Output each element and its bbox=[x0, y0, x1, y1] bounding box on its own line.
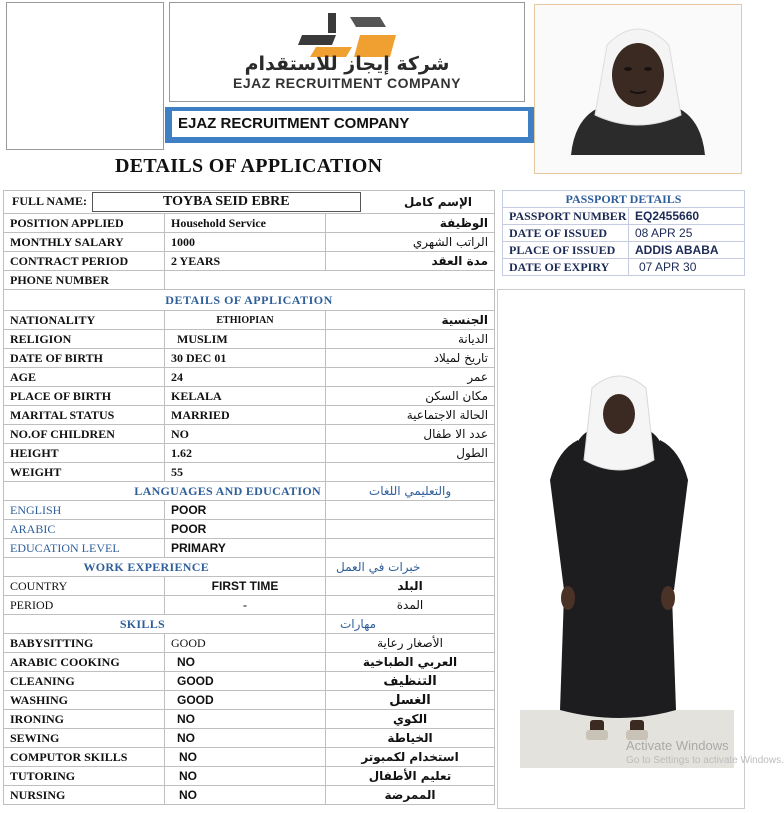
expiry-date-value: 07 APR 30 bbox=[629, 259, 745, 276]
table-row bbox=[4, 539, 495, 558]
dob-value: 30 DEC 01 bbox=[165, 349, 326, 368]
age-value: 24 bbox=[165, 368, 326, 387]
skill-label: ARABIC COOKING bbox=[4, 653, 165, 672]
table-row bbox=[4, 271, 495, 290]
table-row bbox=[4, 444, 495, 463]
issue-date-label: DATE OF ISSUED bbox=[503, 225, 629, 242]
country-arabic: البلد bbox=[326, 577, 495, 596]
skill-arabic: التنظيف bbox=[326, 672, 495, 691]
table-row bbox=[4, 672, 495, 691]
religion-arabic: الديانة bbox=[326, 330, 495, 349]
table-row bbox=[4, 653, 495, 672]
skills-section-arabic: مهارات bbox=[326, 615, 495, 634]
age-arabic: عمر bbox=[326, 368, 495, 387]
position-arabic: الوظيفة bbox=[326, 214, 495, 233]
passport-number-value: EQ2455660 bbox=[629, 208, 745, 225]
arabic-language-value: POOR bbox=[165, 520, 326, 539]
nationality-value: ETHIOPIAN bbox=[165, 311, 326, 330]
company-banner-text: EJAZ RECRUITMENT COMPANY bbox=[172, 111, 528, 137]
work-section-title: WORK EXPERIENCE bbox=[4, 558, 326, 577]
skill-label: IRONING bbox=[4, 710, 165, 729]
headshot-image bbox=[535, 5, 741, 173]
passport-title: PASSPORT DETAILS bbox=[503, 191, 745, 208]
height-arabic: الطول bbox=[326, 444, 495, 463]
period-value: - bbox=[165, 596, 326, 615]
dob-label: DATE OF BIRTH bbox=[4, 349, 165, 368]
issue-place-label: PLACE OF ISSUED bbox=[503, 242, 629, 259]
skill-value: GOOD bbox=[165, 672, 326, 691]
table-row bbox=[4, 729, 495, 748]
applicant-full-photo bbox=[497, 289, 784, 809]
work-section-arabic: خبرات في العمل bbox=[326, 558, 495, 577]
skill-label: CLEANING bbox=[4, 672, 165, 691]
height-label: HEIGHT bbox=[4, 444, 165, 463]
skill-value: NO bbox=[165, 729, 326, 748]
salary-value: 1000 bbox=[165, 233, 326, 252]
skill-label: TUTORING bbox=[4, 767, 165, 786]
skill-value: NO bbox=[165, 653, 326, 672]
full-name-label: FULL NAME: bbox=[12, 194, 87, 208]
table-row bbox=[4, 767, 495, 786]
contract-arabic: مدة العقد bbox=[326, 252, 495, 271]
country-value: FIRST TIME bbox=[165, 577, 326, 596]
full-body-image bbox=[498, 290, 744, 808]
expiry-date-label: DATE OF EXPIRY bbox=[503, 259, 629, 276]
table-row bbox=[4, 330, 495, 349]
period-label: PERIOD bbox=[4, 596, 165, 615]
table-row bbox=[4, 387, 495, 406]
table-row bbox=[4, 406, 495, 425]
weight-arabic bbox=[326, 463, 495, 482]
table-row bbox=[4, 233, 495, 252]
skill-label: BABYSITTING bbox=[4, 634, 165, 653]
full-name-arabic: الإسم كامل bbox=[403, 195, 473, 209]
skill-arabic: الممرضة bbox=[326, 786, 495, 805]
skill-label: SEWING bbox=[4, 729, 165, 748]
children-arabic: عدد الا طفال bbox=[326, 425, 495, 444]
company-logo bbox=[169, 2, 525, 102]
applicant-headshot bbox=[534, 4, 742, 174]
skill-arabic: الغسل bbox=[326, 691, 495, 710]
table-row bbox=[4, 577, 495, 596]
table-row bbox=[4, 463, 495, 482]
table-row bbox=[503, 225, 745, 242]
religion-value: MUSLIM bbox=[165, 330, 326, 349]
dob-arabic: تاريخ لميلاد bbox=[326, 349, 495, 368]
skill-arabic: تعليم الأطفال bbox=[326, 767, 495, 786]
skill-value: GOOD bbox=[165, 691, 326, 710]
passport-number-label: PASSPORT NUMBER bbox=[503, 208, 629, 225]
country-label: COUNTRY bbox=[4, 577, 165, 596]
table-row bbox=[4, 596, 495, 615]
skill-arabic: الأصغار رعاية bbox=[326, 634, 495, 653]
logo-english-text: EJAZ RECRUITMENT COMPANY bbox=[233, 75, 461, 91]
arabic-language-label: ARABIC bbox=[4, 520, 165, 539]
details-section-title: DETAILS OF APPLICATION bbox=[4, 290, 495, 311]
table-row bbox=[4, 520, 495, 539]
table-row bbox=[4, 349, 495, 368]
contract-label: CONTRACT PERIOD bbox=[4, 252, 165, 271]
nationality-label: NATIONALITY bbox=[4, 311, 165, 330]
skill-arabic: استخدام لكمبوتر bbox=[326, 748, 495, 767]
skill-arabic: الخياطة bbox=[326, 729, 495, 748]
logo-arabic-text: شركة إيجاز للاستقدام bbox=[244, 53, 450, 75]
full-name-value: TOYBA SEID EBRE bbox=[92, 192, 361, 212]
skill-arabic: العربي الطباخية bbox=[326, 653, 495, 672]
marital-arabic: الحالة الاجتماعية bbox=[326, 406, 495, 425]
english-value: POOR bbox=[165, 501, 326, 520]
table-row bbox=[4, 710, 495, 729]
skill-value: NO bbox=[165, 710, 326, 729]
table-row bbox=[4, 482, 495, 501]
issue-date-value: 08 APR 25 bbox=[629, 225, 745, 242]
company-banner bbox=[165, 107, 535, 143]
issue-place-value: ADDIS ABABA bbox=[629, 242, 745, 259]
table-row bbox=[4, 191, 495, 214]
weight-label: WEIGHT bbox=[4, 463, 165, 482]
watermark-text: Activate Windows bbox=[626, 738, 729, 753]
pob-value: KELALA bbox=[165, 387, 326, 406]
nationality-arabic: الجنسية bbox=[326, 311, 495, 330]
table-row bbox=[4, 425, 495, 444]
logo-mark-icon bbox=[288, 9, 408, 57]
table-row bbox=[4, 786, 495, 805]
skill-value: GOOD bbox=[165, 634, 326, 653]
religion-label: RELIGION bbox=[4, 330, 165, 349]
children-value: NO bbox=[165, 425, 326, 444]
skill-value: NO bbox=[165, 748, 326, 767]
table-row bbox=[4, 214, 495, 233]
phone-value bbox=[165, 271, 495, 290]
skills-section-title: SKILLS bbox=[4, 615, 326, 634]
education-label: EDUCATION LEVEL bbox=[4, 539, 165, 558]
period-arabic: المدة bbox=[326, 596, 495, 615]
table-row bbox=[4, 634, 495, 653]
salary-label: MONTHLY SALARY bbox=[4, 233, 165, 252]
table-row bbox=[4, 748, 495, 767]
children-label: NO.OF CHILDREN bbox=[4, 425, 165, 444]
phone-label: PHONE NUMBER bbox=[4, 271, 165, 290]
table-row bbox=[4, 290, 495, 311]
application-table bbox=[3, 190, 495, 805]
position-label: POSITION APPLIED bbox=[4, 214, 165, 233]
education-value: PRIMARY bbox=[165, 539, 326, 558]
position-value: Household Service bbox=[165, 214, 326, 233]
skill-label: COMPUTOR SKILLS bbox=[4, 748, 165, 767]
skill-label: NURSING bbox=[4, 786, 165, 805]
salary-arabic: الراتب الشهري bbox=[326, 233, 495, 252]
table-row bbox=[4, 368, 495, 387]
pob-label: PLACE OF BIRTH bbox=[4, 387, 165, 406]
skill-value: NO bbox=[165, 767, 326, 786]
table-row bbox=[4, 615, 495, 634]
height-value: 1.62 bbox=[165, 444, 326, 463]
page-title: DETAILS OF APPLICATION bbox=[115, 155, 383, 177]
table-row bbox=[4, 558, 495, 577]
contract-value: 2 YEARS bbox=[165, 252, 326, 271]
pob-arabic: مكان السكن bbox=[326, 387, 495, 406]
skill-arabic: الكوي bbox=[326, 710, 495, 729]
languages-section-title: LANGUAGES AND EDUCATION bbox=[4, 482, 326, 501]
table-row bbox=[503, 191, 745, 208]
weight-value: 55 bbox=[165, 463, 326, 482]
table-row bbox=[4, 691, 495, 710]
skill-label: WASHING bbox=[4, 691, 165, 710]
skill-value: NO bbox=[165, 786, 326, 805]
watermark-subtext: Go to Settings to activate Windows. bbox=[626, 755, 784, 766]
english-label: ENGLISH bbox=[4, 501, 165, 520]
blank-photo-frame bbox=[6, 2, 164, 150]
table-row bbox=[503, 208, 745, 225]
table-row bbox=[4, 501, 495, 520]
passport-table bbox=[502, 190, 745, 276]
marital-label: MARITAL STATUS bbox=[4, 406, 165, 425]
table-row bbox=[4, 252, 495, 271]
languages-section-arabic: والتعليمي اللغات bbox=[326, 482, 495, 501]
marital-value: MARRIED bbox=[165, 406, 326, 425]
table-row bbox=[503, 259, 745, 276]
table-row bbox=[503, 242, 745, 259]
age-label: AGE bbox=[4, 368, 165, 387]
table-row bbox=[4, 311, 495, 330]
